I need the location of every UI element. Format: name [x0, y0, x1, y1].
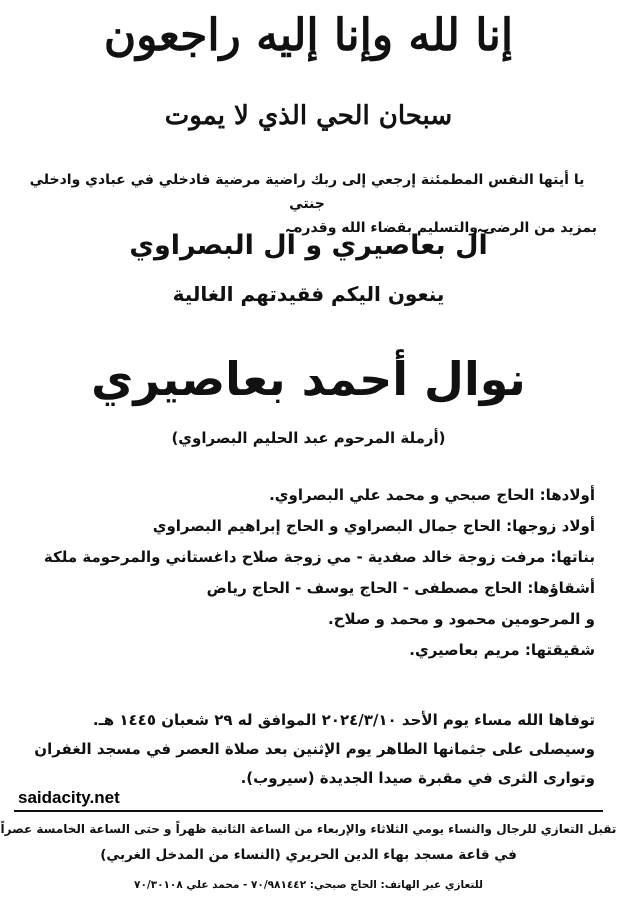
widow-of-line: (أرملة المرحوم عبد الحليم البصراوي): [171, 429, 446, 447]
families-heading: آل بعاصيري و آل البصراوي: [129, 230, 488, 261]
relatives-line: أولادها: الحاج صبحي و محمد علي البصراوي.: [269, 486, 595, 504]
subverse-title: سبحان الحي الذي لا يموت: [164, 101, 453, 131]
relatives-line: أشقاؤها: الحاج مصطفى - الحاج يوسف - الحاج رياض: [206, 579, 595, 597]
death-notice-line: وسيصلى على جثمانها الطاهر يوم الإثنين بعد صلاة العصر في مسجد الغفران: [34, 740, 595, 758]
death-notice: [20, 706, 595, 793]
quran-line-1: يا أيتها النفس المطمئنة إرجعي إلى ربك راضية مرضية فادخلي في عبادي وادخلي جنتي: [29, 172, 585, 212]
condolences-block: [0, 816, 617, 868]
quran-verse-title: إنا لله وإنا إليه راجعون: [103, 10, 514, 61]
relatives-list: [20, 480, 595, 666]
death-notice-line: توفاها الله مساء يوم الأحد ٢٠٢٤/٣/١٠ الموافق له ٢٩ شعبان ١٤٤٥ هـ.: [92, 711, 595, 729]
condolences-line: في قاعة مسجد بهاء الدين الحريري (النساء من المدخل الغربي): [100, 847, 517, 863]
condolences-line: تقبل التعازي للرجال والنساء يومي الثلاثاء والإربعاء من الساعة الثانية ظهراً و حتى الساعة الخامسة عصراً: [0, 822, 617, 836]
phone-numbers: للتعازي عبر الهاتف: الحاج صبحي: ٧٠/٩٨١٤٤٢ - محمد علي ٧٠/٣٠١٠٨: [134, 879, 483, 891]
site-watermark: saidacity.net: [18, 788, 120, 807]
relatives-line: شقيقتها: مريم بعاصيري.: [409, 641, 595, 659]
relatives-line: و المرحومين محمود و محمد و صلاح.: [327, 610, 595, 628]
divider-line: [14, 810, 603, 812]
deceased-name: نوال أحمد بعاصيري: [91, 352, 526, 406]
mourning-line: ينعون اليكم فقيدتهم الغالية: [172, 282, 445, 306]
quran-line-2: بمزيد من الرضى والتسليم بقضاء الله وقدره: [294, 220, 597, 236]
relatives-line: بناتها: مرفت زوجة خالد صفدية - مي زوجة صلاح داغستاني والمرحومة ملكة: [43, 548, 595, 566]
death-notice-line: وتوارى الثرى في مقبرة صيدا الجديدة (سيروب).: [240, 769, 595, 787]
relatives-line: أولاد زوجها: الحاج جمال البصراوي و الحاج إبراهيم البصراوي: [152, 517, 595, 535]
